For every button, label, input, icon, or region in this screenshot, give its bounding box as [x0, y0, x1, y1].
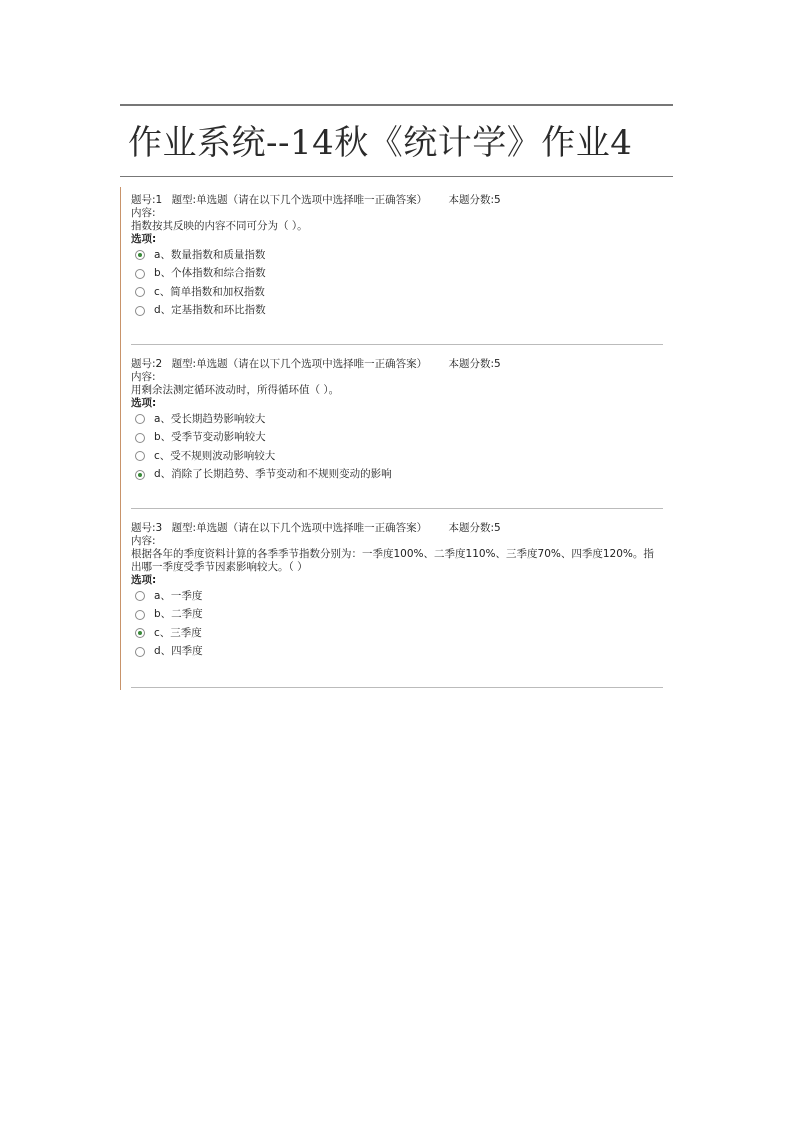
option-c[interactable] — [131, 283, 663, 302]
content-label: 内容: — [131, 535, 156, 547]
option-c[interactable] — [131, 447, 663, 466]
option-label: a、一季度 — [154, 589, 203, 602]
option-label: b、二季度 — [154, 608, 203, 621]
option-label: c、三季度 — [154, 626, 202, 639]
question-2 — [131, 358, 663, 484]
radio-button[interactable] — [135, 306, 145, 316]
option-label: b、受季节变动影响较大 — [154, 431, 266, 444]
radio-button[interactable] — [135, 287, 145, 297]
question-divider — [131, 344, 663, 345]
radio-button[interactable] — [135, 591, 145, 601]
question-score: 本题分数:5 — [448, 194, 501, 206]
question-type: 题型:单选题（请在以下几个选项中选择唯一正确答案） — [171, 194, 428, 206]
option-d[interactable] — [131, 466, 663, 485]
radio-button[interactable] — [135, 610, 145, 620]
title-rule — [120, 176, 673, 177]
radio-button[interactable] — [135, 647, 145, 657]
content-label: 内容: — [131, 371, 156, 383]
option-b[interactable] — [131, 606, 663, 625]
question-1 — [131, 194, 663, 320]
option-a[interactable] — [131, 246, 663, 265]
question-type: 题型:单选题（请在以下几个选项中选择唯一正确答案） — [171, 358, 428, 370]
question-divider — [131, 508, 663, 509]
question-text: 指数按其反映的内容不同可分为（ ）。 — [131, 220, 308, 232]
questions-panel — [120, 187, 663, 690]
options-label: 选项: — [131, 574, 157, 586]
option-label: d、四季度 — [154, 645, 203, 658]
question-3 — [131, 522, 663, 661]
radio-button-selected[interactable] — [135, 628, 145, 638]
question-meta — [131, 358, 663, 371]
radio-button[interactable] — [135, 414, 145, 424]
radio-button-selected[interactable] — [135, 470, 145, 480]
page-title: 作业系统--14秋《统计学》作业4 — [128, 123, 633, 163]
option-a[interactable] — [131, 410, 663, 429]
option-label: b、个体指数和综合指数 — [154, 267, 266, 280]
question-number: 题号:3 — [131, 522, 163, 534]
option-b[interactable] — [131, 265, 663, 284]
question-type: 题型:单选题（请在以下几个选项中选择唯一正确答案） — [171, 522, 428, 534]
question-text: 用剩余法测定循环波动时，所得循环值（ ）。 — [131, 384, 340, 396]
option-b[interactable] — [131, 429, 663, 448]
option-label: d、定基指数和环比指数 — [154, 304, 266, 317]
options-label: 选项: — [131, 397, 157, 409]
radio-button[interactable] — [135, 451, 145, 461]
question-number: 题号:2 — [131, 358, 163, 370]
option-label: c、简单指数和加权指数 — [154, 285, 265, 298]
radio-button-selected[interactable] — [135, 250, 145, 260]
radio-button[interactable] — [135, 433, 145, 443]
question-score: 本题分数:5 — [448, 522, 501, 534]
top-rule — [120, 104, 673, 106]
question-score: 本题分数:5 — [448, 358, 501, 370]
option-d[interactable] — [131, 302, 663, 321]
option-d[interactable] — [131, 643, 663, 662]
option-label: a、数量指数和质量指数 — [154, 248, 266, 261]
question-meta — [131, 194, 663, 207]
question-text: 根据各年的季度资料计算的各季季节指数分别为：一季度100%、二季度110%、三季度70%、四季度120%。指出哪一季度受季节因素影响较大。（ ） — [131, 548, 654, 573]
option-label: d、消除了长期趋势、季节变动和不规则变动的影响 — [154, 468, 392, 481]
content-label: 内容: — [131, 207, 156, 219]
question-number: 题号:1 — [131, 194, 163, 206]
option-label: a、受长期趋势影响较大 — [154, 412, 266, 425]
options-label: 选项: — [131, 233, 157, 245]
option-a[interactable] — [131, 587, 663, 606]
option-label: c、受不规则波动影响较大 — [154, 449, 276, 462]
option-c[interactable] — [131, 624, 663, 643]
question-divider — [131, 687, 663, 688]
radio-button[interactable] — [135, 269, 145, 279]
question-meta — [131, 522, 663, 535]
